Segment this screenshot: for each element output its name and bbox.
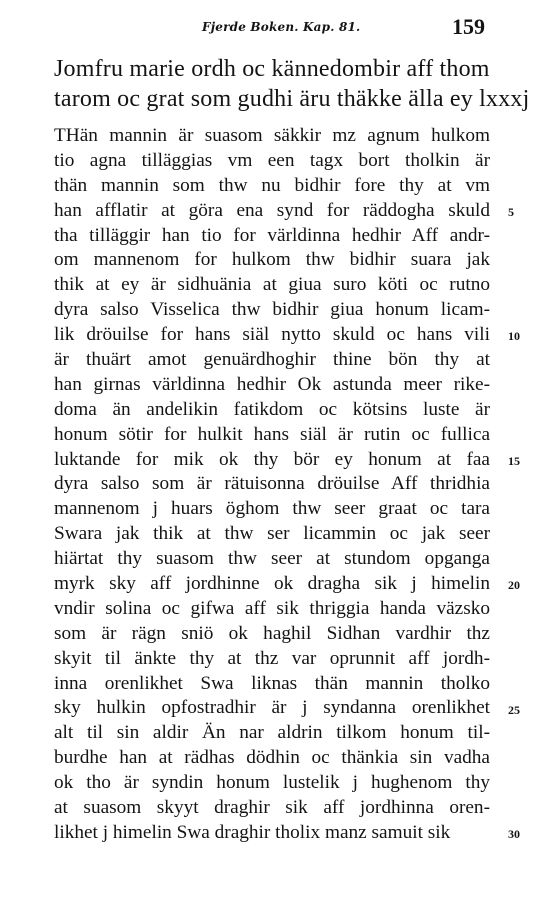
chapter-heading-line: tarom oc grat som gudhi äru thäkke älla ey lxxxj [54,86,530,112]
text-line: som är rägn sniö ok haghil Sidhan vardhir thz [54,622,490,644]
line-number: 30 [508,827,520,842]
text-line: THän mannin är suasom säkkir mz agnum hulkom [54,125,490,146]
text-line: at suasom skyyt draghir sik aff jordhinna oren- [54,797,490,819]
text-line: inna orenlikhet Swa liknas thän mannin tholko [54,672,490,694]
line-number: 20 [508,578,520,593]
line-number: 25 [508,702,520,717]
text-line: thän mannin som thw nu bidhir fore thy at vm [54,174,490,196]
text-line: ok tho är syndin honum lustelik j hughenom thy [54,772,490,794]
text-line: myrk sky aff jordhinne ok dragha sik j himelin [54,573,490,595]
line-number: 5 [508,204,514,219]
text-line: hiärtat thy suasom thw seer at stundom opganga [54,548,490,570]
running-head: Fjerde Boken. Kap. 81. [202,20,361,34]
text-line: honum sötir for hulkit hans siäl är rutin oc fullica [54,423,490,445]
text-line: Swara jak thik at thw ser licammin oc jak seer [54,523,490,545]
chapter-heading [54,54,530,114]
body-text [54,124,490,846]
chapter-heading-line: Jomfru marie ordh oc kännedombir aff thom [54,56,490,82]
text-line: lik dröuilse for hans siäl nytto skuld oc hans vili [54,324,490,346]
text-line: doma än andelikin fatikdom oc kötsins luste är [54,398,490,420]
text-line: likhet j himelin Swa draghir tholix manz samuit sik [54,821,451,843]
line-number: 15 [508,453,520,468]
page-header [0,14,544,42]
text-line: thik at ey är sidhuänia at giua suro köti oc rutno [54,274,490,296]
text-line: han afflatir at göra ena synd for räddogha skuld [54,199,490,221]
text-line: luktande for mik ok thy bör ey honum at faa [54,448,490,470]
text-line: han girnas världinna hedhir Ok astunda meer rike- [54,373,490,395]
text-line: vndir solina oc gifwa aff sik thriggia handa väzsko [54,597,490,619]
text-line: alt til sin aldir Än nar aldrin tilkom honum til- [54,722,490,744]
line-number: 10 [508,329,520,344]
page-number: 159 [452,14,485,39]
text-line: om mannenom for hulkom thw bidhir suara jak [54,249,490,271]
text-line: är thuärt amot genuärdhoghir thine bön thy at [54,349,490,371]
text-line: dyra salso som är rätuisonna dröuilse Aff thridhia [54,473,490,495]
text-line: burdhe han at rädhas dödhin oc thänkia sin vadha [54,747,490,769]
text-line: mannenom j huars öghom thw seer graat oc tara [54,498,490,520]
text-line: tio agna tilläggias vm een tagx bort tholkin är [54,149,490,171]
text-line: sky hulkin opfostradhir är j syndanna orenlikhet [54,697,490,719]
text-line: skyit til änkte thy at thz var oprunnit aff jordh- [54,647,490,669]
text-line: tha tilläggir han tio for världinna hedhir Aff andr- [54,224,490,246]
text-line: dyra salso Visselica thw bidhir giua honum licam- [54,299,490,321]
